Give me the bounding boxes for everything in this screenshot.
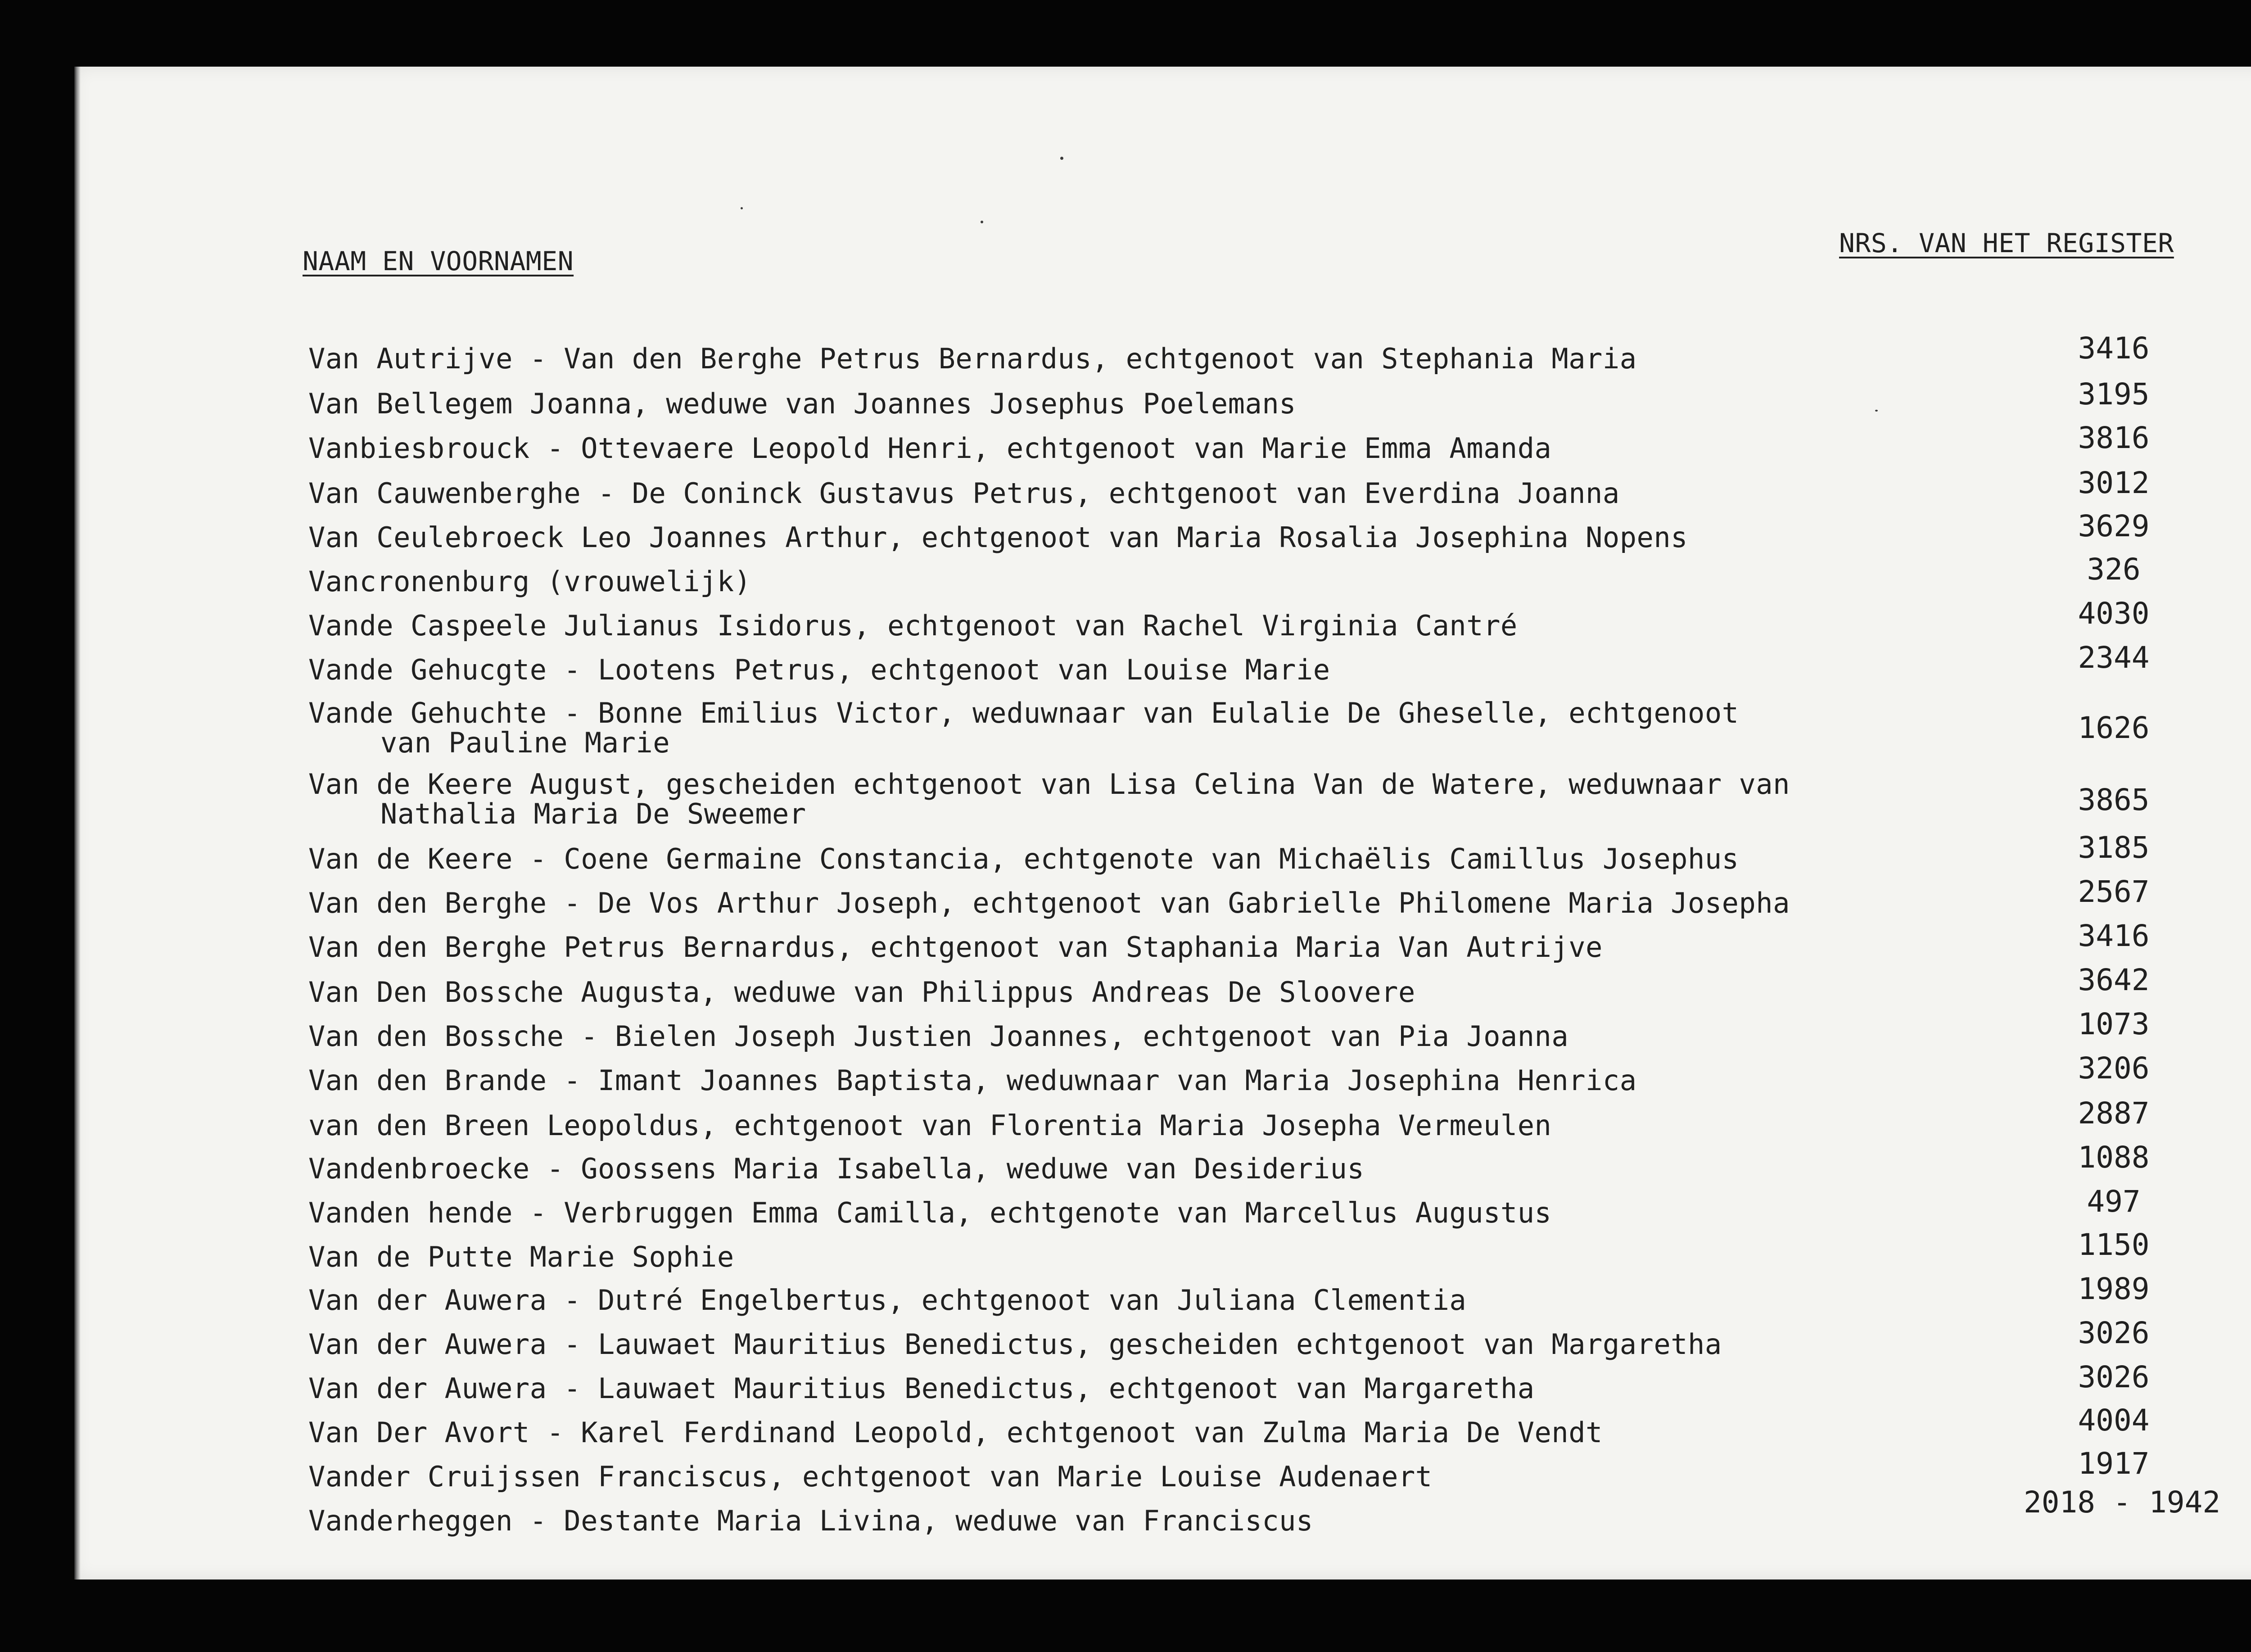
entry-name: Van der Auwera - Lauwaet Mauritius Benedictus, gescheiden echtgenoot van Margaretha	[308, 1328, 1722, 1361]
entry-name: Van den Bossche - Bielen Joseph Justien Joannes, echtgenoot van Pia Joanna	[308, 1020, 1569, 1053]
entry-name: Van den Berghe - De Vos Arthur Joseph, echtgenoot van Gabrielle Philomene Maria Josepha	[308, 887, 1790, 919]
entry-register-number: 4004	[2078, 1403, 2150, 1438]
entry-register-number: 497	[2087, 1184, 2141, 1219]
document-page	[74, 67, 2251, 1580]
column-header-register: NRS. VAN HET REGISTER	[1839, 228, 2174, 258]
entry-register-number: 1626	[2078, 711, 2150, 745]
entry-register-number: 1989	[2078, 1272, 2150, 1306]
entry-register-number: 1073	[2078, 1007, 2150, 1041]
entry-register-number: 3026	[2078, 1316, 2150, 1350]
entry-name: Vander Cruijssen Franciscus, echtgenoot van Marie Louise Audenaert	[308, 1460, 1433, 1493]
entry-name: Van Cauwenberghe - De Coninck Gustavus Petrus, echtgenoot van Everdina Joanna	[308, 477, 1620, 510]
entry-register-number: 3206	[2078, 1051, 2150, 1086]
entry-name: Vanbiesbrouck - Ottevaere Leopold Henri, echtgenoot van Marie Emma Amanda	[308, 432, 1552, 465]
entry-register-number: 1088	[2078, 1140, 2150, 1175]
entry-name: Vande Gehucgte - Lootens Petrus, echtgenoot van Louise Marie	[308, 653, 1330, 686]
entry-register-number: 3416	[2078, 331, 2150, 366]
entry-name: van den Breen Leopoldus, echtgenoot van Florentia Maria Josepha Vermeulen	[308, 1109, 1552, 1142]
entry-register-number: 3865	[2078, 783, 2150, 817]
entry-name: Vanden hende - Verbruggen Emma Camilla, echtgenote van Marcellus Augustus	[308, 1196, 1552, 1229]
entry-name-line1: Vande Gehuchte - Bonne Emilius Victor, weduwnaar van Eulalie De Gheselle, echtgenoot	[308, 697, 1739, 729]
entry-register-number: 3012	[2078, 466, 2150, 500]
entry-register-number: 3416	[2078, 919, 2150, 953]
entry-name: Van Bellegem Joanna, weduwe van Joannes Josephus Poelemans	[308, 387, 1296, 420]
entry-register-number: 3642	[2078, 963, 2150, 997]
entry-register-number: 2887	[2078, 1096, 2150, 1131]
entry-register-number: 2567	[2078, 874, 2150, 909]
entry-name-line2: Nathalia Maria De Sweemer	[380, 797, 806, 830]
entry-name-line1: Van de Keere August, gescheiden echtgenoot van Lisa Celina Van de Watere, weduwnaar van	[308, 768, 1790, 801]
entry-name: Van Autrijve - Van den Berghe Petrus Bernardus, echtgenoot van Stephania Maria	[308, 342, 1637, 375]
entry-register-number: 3026	[2078, 1360, 2150, 1394]
entry-register-number: 3816	[2078, 421, 2150, 455]
entry-register-number: 3195	[2078, 377, 2150, 412]
entry-name: Vancronenburg (vrouwelijk)	[308, 565, 751, 598]
entry-register-number: 1150	[2078, 1227, 2150, 1262]
entry-name: Van der Auwera - Dutré Engelbertus, echtgenoot van Juliana Clementia	[308, 1284, 1467, 1317]
entry-register-number: 326	[2087, 552, 2141, 587]
entry-name	[308, 769, 1790, 828]
speck	[1875, 410, 1878, 412]
entry-name: Van der Auwera - Lauwaet Mauritius Benedictus, echtgenoot van Margaretha	[308, 1372, 1535, 1405]
entry-name-line2: van Pauline Marie	[380, 726, 670, 759]
entry-name: Van Ceulebroeck Leo Joannes Arthur, echtgenoot van Maria Rosalia Josephina Nopens	[308, 521, 1688, 554]
entry-name: Van den Brande - Imant Joannes Baptista, weduwnaar van Maria Josephina Henrica	[308, 1064, 1637, 1097]
entry-register-number: 3629	[2078, 509, 2150, 543]
entry-register-number: 3185	[2078, 830, 2150, 865]
speck	[1060, 157, 1063, 160]
entry-register-number: 4030	[2078, 596, 2150, 631]
entry-name: Vanderheggen - Destante Maria Livina, weduwe van Franciscus	[308, 1504, 1313, 1537]
entry-name: Van Der Avort - Karel Ferdinand Leopold, echtgenoot van Zulma Maria De Vendt	[308, 1416, 1603, 1449]
entry-name: Van den Berghe Petrus Bernardus, echtgenoot van Staphania Maria Van Autrijve	[308, 931, 1603, 964]
entry-name: Van de Putte Marie Sophie	[308, 1240, 734, 1273]
entry-register-number: 2344	[2078, 640, 2150, 675]
speck	[981, 221, 983, 223]
column-header-name: NAAM EN VOORNAMEN	[303, 246, 574, 276]
entry-name	[308, 698, 1739, 757]
entry-register-number: 2018 - 1942	[2024, 1485, 2221, 1520]
entry-register-number: 1917	[2078, 1446, 2150, 1481]
speck	[741, 207, 743, 209]
entry-name: Van de Keere - Coene Germaine Constancia, echtgenote van Michaëlis Camillus Josephus	[308, 842, 1739, 875]
entry-name: Vande Caspeele Julianus Isidorus, echtgenoot van Rachel Virginia Cantré	[308, 609, 1518, 642]
entry-name: Van Den Bossche Augusta, weduwe van Philippus Andreas De Sloovere	[308, 976, 1415, 1009]
entry-name: Vandenbroecke - Goossens Maria Isabella, weduwe van Desiderius	[308, 1152, 1365, 1185]
